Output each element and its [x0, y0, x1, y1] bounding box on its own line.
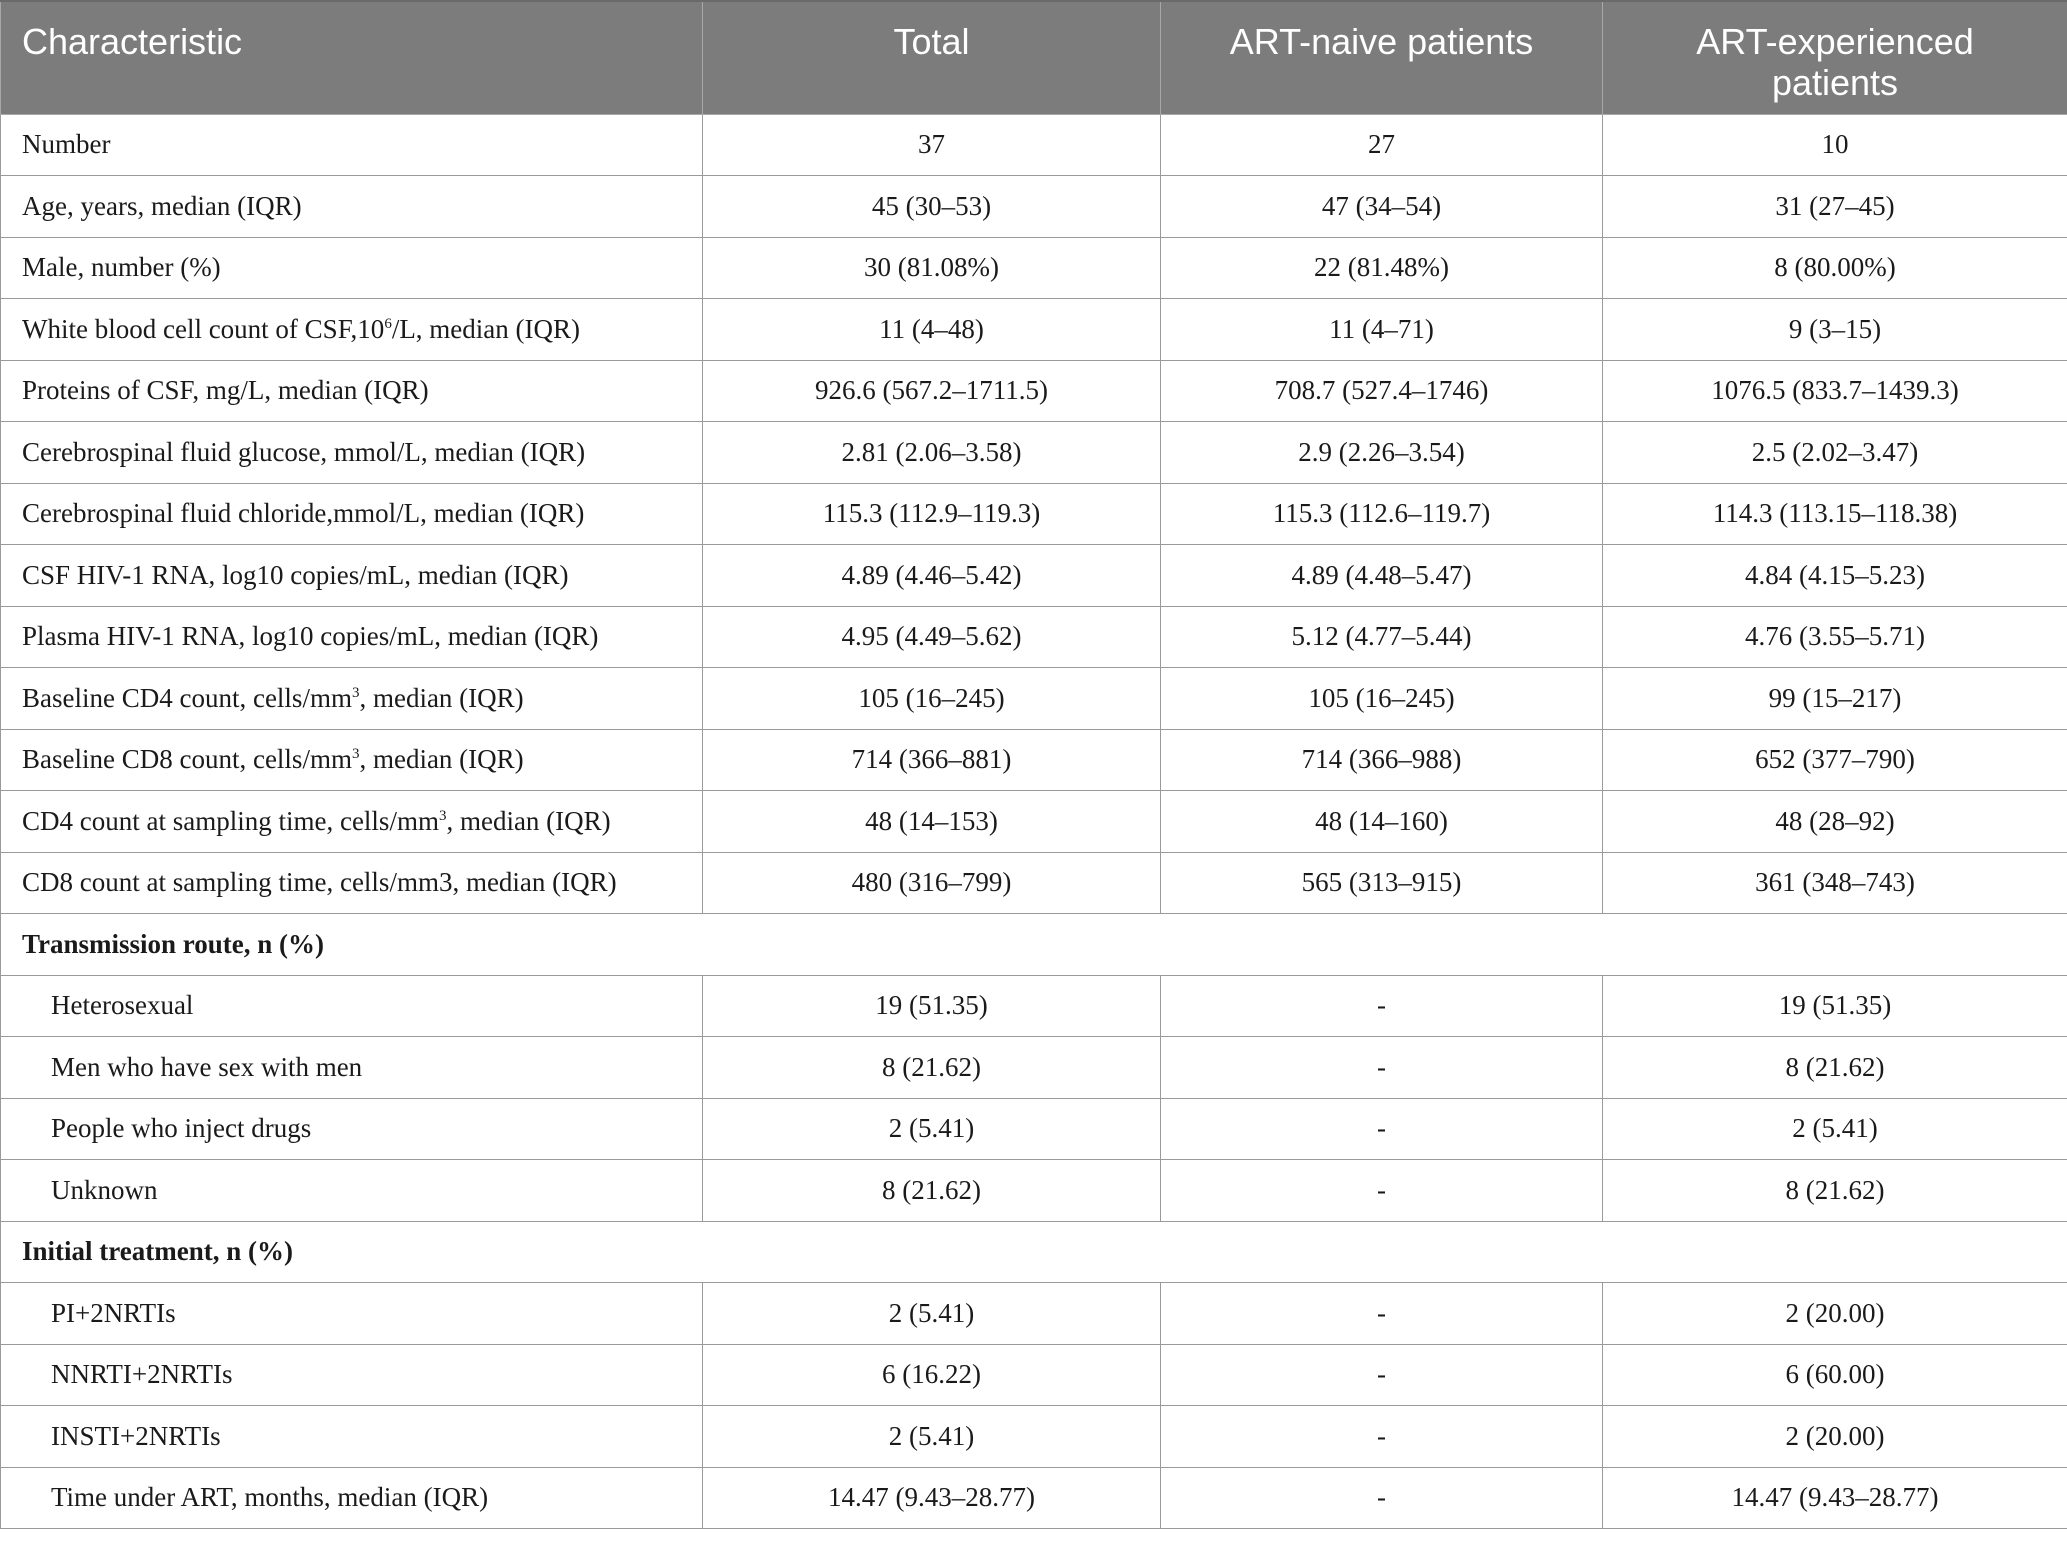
table-row: [1, 114, 2067, 176]
cell-art-experienced: 19 (51.35): [1603, 975, 2067, 1037]
cell-art-naive: 5.12 (4.77–5.44): [1161, 606, 1603, 668]
row-label: NNRTI+2NRTIs: [1, 1344, 703, 1406]
row-label-text: Baseline CD4 count, cells/mm: [22, 682, 352, 713]
cell-art-naive: -: [1161, 1098, 1603, 1160]
cell-total: 2.81 (2.06–3.58): [703, 422, 1161, 484]
row-label: Age, years, median (IQR): [1, 176, 703, 238]
row-label: Cerebrospinal fluid chloride,mmol/L, median (IQR): [1, 483, 703, 545]
cell-total: 4.95 (4.49–5.62): [703, 606, 1161, 668]
cell-total: 8 (21.62): [703, 1037, 1161, 1099]
row-label-text-suffix: , median (IQR): [359, 744, 524, 775]
cell-art-experienced: 48 (28–92): [1603, 791, 2067, 853]
row-label: PI+2NRTIs: [1, 1283, 703, 1345]
table-row: [1, 852, 2067, 914]
row-label: Proteins of CSF, mg/L, median (IQR): [1, 360, 703, 422]
row-label-text: CD4 count at sampling time, cells/mm: [22, 805, 439, 836]
row-label-text: Baseline CD8 count, cells/mm: [22, 744, 352, 775]
header-row: [1, 1, 2067, 114]
row-label: Heterosexual: [1, 975, 703, 1037]
row-label-text-suffix: , median (IQR): [446, 805, 611, 836]
row-label-text-suffix: /L, median (IQR): [391, 313, 581, 344]
cell-art-experienced: 31 (27–45): [1603, 176, 2067, 238]
row-label: Male, number (%): [1, 237, 703, 299]
row-label: People who inject drugs: [1, 1098, 703, 1160]
row-label: Time under ART, months, median (IQR): [1, 1467, 703, 1529]
row-label: [1, 668, 703, 730]
table-row: [1, 791, 2067, 853]
cell-total: 48 (14–153): [703, 791, 1161, 853]
header-art-naive: ART-naive patients: [1161, 1, 1603, 114]
row-label: Number: [1, 114, 703, 176]
table-row: [1, 975, 2067, 1037]
cell-art-experienced: 10: [1603, 114, 2067, 176]
row-label: CD8 count at sampling time, cells/mm3, median (IQR): [1, 852, 703, 914]
row-label: [1, 791, 703, 853]
table-row: [1, 176, 2067, 238]
row-label: Men who have sex with men: [1, 1037, 703, 1099]
row-label: Plasma HIV-1 RNA, log10 copies/mL, median (IQR): [1, 606, 703, 668]
cell-total: 14.47 (9.43–28.77): [703, 1467, 1161, 1529]
header-art-experienced: [1603, 1, 2067, 114]
header-total: Total: [703, 1, 1161, 114]
cell-art-experienced: 4.76 (3.55–5.71): [1603, 606, 2067, 668]
cell-art-experienced: 4.84 (4.15–5.23): [1603, 545, 2067, 607]
cell-total: 2 (5.41): [703, 1283, 1161, 1345]
cell-total: 926.6 (567.2–1711.5): [703, 360, 1161, 422]
table-row: [1, 1037, 2067, 1099]
cell-art-naive: 48 (14–160): [1161, 791, 1603, 853]
row-label-superscript: 6: [384, 315, 392, 332]
cell-art-naive: 47 (34–54): [1161, 176, 1603, 238]
cell-total: 45 (30–53): [703, 176, 1161, 238]
cell-art-naive: -: [1161, 1283, 1603, 1345]
cell-art-experienced: 114.3 (113.15–118.38): [1603, 483, 2067, 545]
cell-art-naive: -: [1161, 1160, 1603, 1222]
section-transmission-route: [1, 914, 2067, 976]
cell-total: 115.3 (112.9–119.3): [703, 483, 1161, 545]
table-row: [1, 1098, 2067, 1160]
table-row: [1, 237, 2067, 299]
cell-art-naive: 27: [1161, 114, 1603, 176]
cell-art-experienced: 652 (377–790): [1603, 729, 2067, 791]
row-label-superscript: 3: [351, 684, 360, 701]
cell-total: 4.89 (4.46–5.42): [703, 545, 1161, 607]
row-label-superscript: 3: [351, 746, 360, 763]
row-label-superscript: 3: [438, 807, 447, 824]
cell-total: 11 (4–48): [703, 299, 1161, 361]
section-initial-treatment: [1, 1221, 2067, 1283]
cell-art-naive: -: [1161, 1406, 1603, 1468]
table-row: [1, 545, 2067, 607]
cell-art-experienced: 99 (15–217): [1603, 668, 2067, 730]
cell-art-experienced: 14.47 (9.43–28.77): [1603, 1467, 2067, 1529]
cell-art-experienced: 8 (21.62): [1603, 1160, 2067, 1222]
row-label: INSTI+2NRTIs: [1, 1406, 703, 1468]
cell-art-naive: 22 (81.48%): [1161, 237, 1603, 299]
cell-art-naive: 105 (16–245): [1161, 668, 1603, 730]
cell-art-experienced: 8 (80.00%): [1603, 237, 2067, 299]
cell-total: 2 (5.41): [703, 1098, 1161, 1160]
table-row: [1, 422, 2067, 484]
cell-art-experienced: 2 (20.00): [1603, 1283, 2067, 1345]
table-row: [1, 1467, 2067, 1529]
table-body: [1, 114, 2067, 1529]
table-row: [1, 360, 2067, 422]
cell-art-naive: 2.9 (2.26–3.54): [1161, 422, 1603, 484]
cell-art-naive: -: [1161, 1467, 1603, 1529]
cell-total: 2 (5.41): [703, 1406, 1161, 1468]
cell-art-naive: -: [1161, 975, 1603, 1037]
cell-total: 6 (16.22): [703, 1344, 1161, 1406]
cell-art-naive: 714 (366–988): [1161, 729, 1603, 791]
table-row: [1, 1283, 2067, 1345]
section-title: Transmission route, n (%): [1, 914, 2067, 976]
cell-art-naive: 11 (4–71): [1161, 299, 1603, 361]
table-row: [1, 1406, 2067, 1468]
cell-art-experienced: 6 (60.00): [1603, 1344, 2067, 1406]
cell-art-experienced: 361 (348–743): [1603, 852, 2067, 914]
cell-total: 714 (366–881): [703, 729, 1161, 791]
cell-total: 37: [703, 114, 1161, 176]
table-header: [1, 1, 2067, 114]
row-label: Unknown: [1, 1160, 703, 1222]
cell-art-naive: 708.7 (527.4–1746): [1161, 360, 1603, 422]
row-label: [1, 299, 703, 361]
cell-art-experienced: 1076.5 (833.7–1439.3): [1603, 360, 2067, 422]
cell-total: 19 (51.35): [703, 975, 1161, 1037]
table-row: [1, 1344, 2067, 1406]
cell-total: 105 (16–245): [703, 668, 1161, 730]
cell-art-naive: -: [1161, 1344, 1603, 1406]
header-characteristic: Characteristic: [1, 1, 703, 114]
section-title: Initial treatment, n (%): [1, 1221, 2067, 1283]
table-row: [1, 606, 2067, 668]
table-row: [1, 1160, 2067, 1222]
cell-art-naive: 565 (313–915): [1161, 852, 1603, 914]
row-label-text: White blood cell count of CSF,10: [22, 313, 385, 344]
cell-art-experienced: 8 (21.62): [1603, 1037, 2067, 1099]
cell-art-experienced: 2 (5.41): [1603, 1098, 2067, 1160]
cell-art-experienced: 9 (3–15): [1603, 299, 2067, 361]
cell-art-naive: -: [1161, 1037, 1603, 1099]
cell-total: 8 (21.62): [703, 1160, 1161, 1222]
cell-art-experienced: 2 (20.00): [1603, 1406, 2067, 1468]
row-label: CSF HIV-1 RNA, log10 copies/mL, median (IQR): [1, 545, 703, 607]
table-row: [1, 668, 2067, 730]
table-row: [1, 299, 2067, 361]
header-art-experienced-line2: patients: [1771, 62, 1899, 103]
row-label: [1, 729, 703, 791]
cell-art-naive: 115.3 (112.6–119.7): [1161, 483, 1603, 545]
row-label: Cerebrospinal fluid glucose, mmol/L, median (IQR): [1, 422, 703, 484]
header-art-experienced-line1: ART-experienced: [1696, 21, 1974, 62]
cell-art-experienced: 2.5 (2.02–3.47): [1603, 422, 2067, 484]
cell-total: 30 (81.08%): [703, 237, 1161, 299]
row-label-text-suffix: , median (IQR): [359, 682, 524, 713]
cell-art-naive: 4.89 (4.48–5.47): [1161, 545, 1603, 607]
cell-total: 480 (316–799): [703, 852, 1161, 914]
table-row: [1, 729, 2067, 791]
table-row: [1, 483, 2067, 545]
